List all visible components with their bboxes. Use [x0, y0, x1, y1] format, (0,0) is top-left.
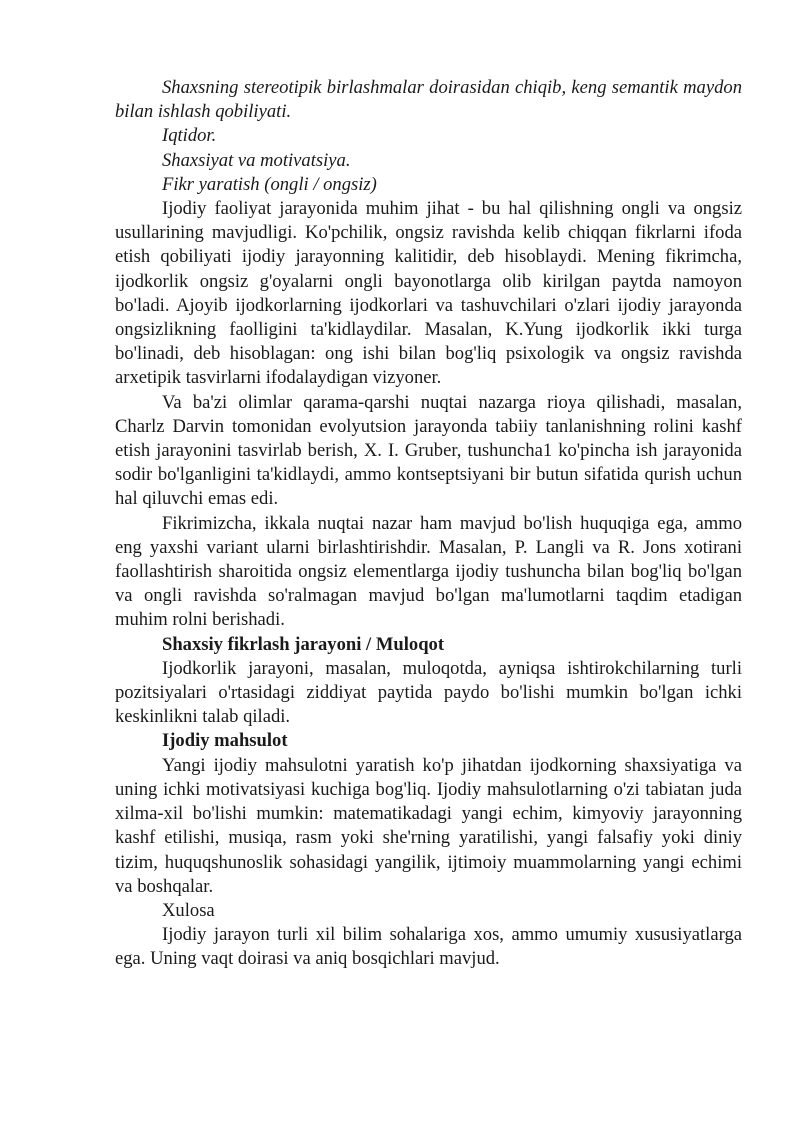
paragraph-conclusion: Ijodiy jarayon turli xil bilim sohalariga xos, ammo umumiy xususiyatlarga ega. Uning vaqt doirasi va aniq bosqichlari mavjud.: [115, 924, 742, 970]
paragraph-creative-product: Yangi ijodiy mahsulotni yaratish ko'p jihatdan ijodkorning shaxsiyatiga va uning ichki motivatsiyasi kuchiga bog'liq. Ijodiy mahsulotlarning o'zi tabiatan juda xilma-xil bo'lishi mumkin: matematikadagi yangi echim, kimyoviy jarayonning kashf etilishi, musiqa, rasm yoki she'rning yaratilishi, yangi falsafiy yoki diniy tizim, huquqshunoslik sohasidagi yangilik, ijtimoiy muammolarning yangi echimi va boshqalar.: [115, 754, 742, 897]
section-heading-conclusion: Xulosa: [162, 899, 215, 921]
paragraph-opposing-view: Va ba'zi olimlar qarama-qarshi nuqtai nazarga rioya qilishadi, masalan, Charlz Darvin tomonidan evolyutsion jarayonda tabiiy tanlanishning rolini kashf etish jarayonini tasvirlab berish, X. I. Gruber, tushuncha1 ko'pincha ish jarayonida sodir bo'lganligini ta'kidlaydi, ammo kontseptsiyani bir butun sifatida qurish uchun hal qiluvchi emas edi.: [115, 391, 742, 510]
paragraph-dialogue-tension: Ijodkorlik jarayoni, masalan, muloqotda, ayniqsa ishtirokchilarning turli pozitsiyalari o'rtasidagi ziddiyat paytida paydo bo'lishi mumkin bo'lgan ichki keskinlikni talab qiladi.: [115, 657, 742, 728]
section-heading-creative-product: Ijodiy mahsulot: [162, 730, 288, 752]
paragraph-italic-idea-creation: Fikr yaratish (ongli / ongsiz): [162, 173, 377, 195]
document-page: [115, 76, 742, 972]
paragraph-italic-personality-motivation: Shaxsiyat va motivatsiya.: [162, 149, 351, 171]
paragraph-italic-semantic-field: Shaxsning stereotipik birlashmalar doirasidan chiqib, keng semantik maydon bilan ishlash qobiliyati.: [115, 77, 742, 123]
section-heading-personal-thinking: Shaxsiy fikrlash jarayoni / Muloqot: [162, 633, 445, 655]
paragraph-italic-talent: Iqtidor.: [162, 125, 217, 147]
paragraph-both-views: Fikrimizcha, ikkala nuqtai nazar ham mavjud bo'lish huquqiga ega, ammo eng yaxshi variant ularni birlashtirishdir. Masalan, P. Langli va R. Jons xotirani faollashtirish sharoitida ongsiz elementlarga ijodiy tushuncha bilan bog'liq bo'lgan va ongli ravishda so'ralmagan mavjud bo'lgan ma'lumotlarni taqdim etadigan muhim rolni berishadi.: [115, 512, 742, 631]
paragraph-conscious-unconscious: Ijodiy faoliyat jarayonida muhim jihat - bu hal qilishning ongli va ongsiz usullarining mavjudligi. Ko'pchilik, ongsiz ravishda kelib chiqqan fikrlarni ifoda etish qobiliyati ijodiy jarayonning kalitidir, deb hisoblaydi. Mening fikrimcha, ijodkorlik ongsiz g'oyalarni ongli bayonotlarga olib kirilgan paytda namoyon bo'ladi. Ajoyib ijodkorlarning ijodkorlari va tashuvchilari o'zlari ijodiy jarayonda ongsizlikning faolligini ta'kidlaydilar. Masalan, K.Yung ijodkorlik ikki turga bo'linadi, deb hisoblagan: ong ishi bilan bog'liq psixologik va ongsiz ravishda arxetipik tasvirlarni ifodalaydigan vizyoner.: [115, 198, 742, 389]
